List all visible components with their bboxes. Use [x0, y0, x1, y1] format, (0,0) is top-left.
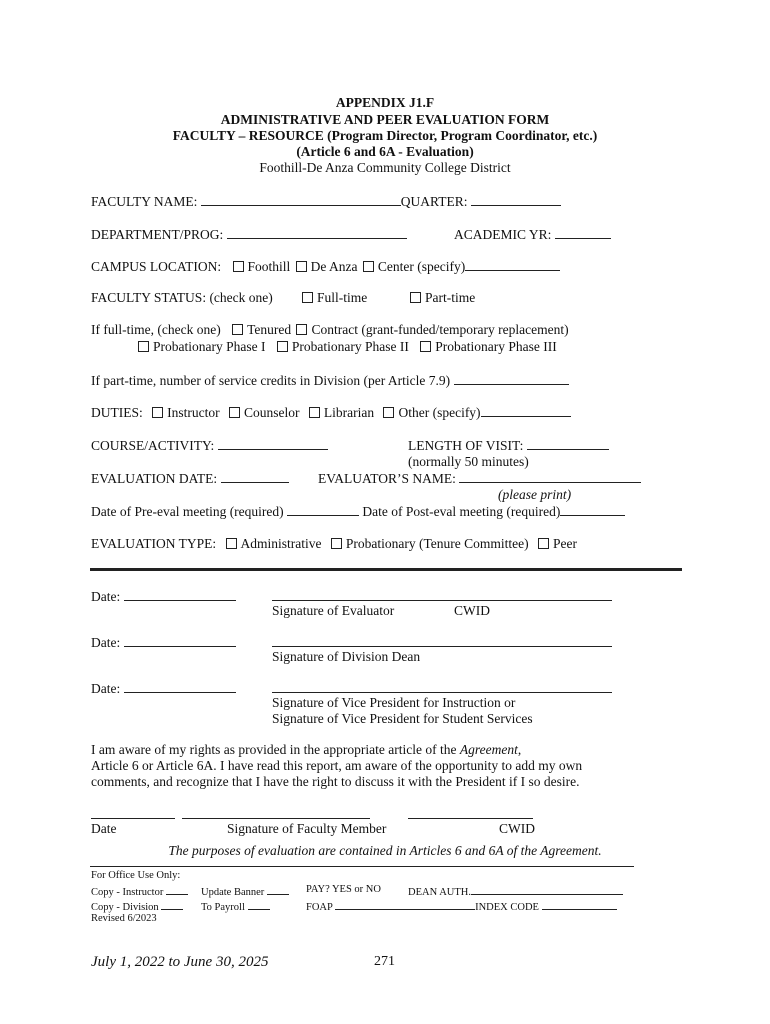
phase-1-label: Probationary Phase I [153, 339, 266, 354]
phase-2-checkbox[interactable] [277, 341, 288, 352]
acknowledgement-line-2: Article 6 or Article 6A. I have read this report, am aware of the opportunity to add my own [91, 758, 583, 773]
acknowledgement-line-1: I am aware of my rights as provided in the appropriate article of the Agreement, [91, 742, 522, 757]
academic-yr-label: ACADEMIC YR: [454, 227, 552, 242]
faculty-name-line[interactable] [201, 193, 401, 206]
contract-period: July 1, 2022 to June 30, 2025 [91, 954, 269, 970]
update-banner-label: Update Banner [201, 887, 265, 898]
campus-location-row [91, 258, 560, 275]
part-time-checkbox[interactable] [410, 292, 421, 303]
vp-date-field[interactable] [91, 680, 236, 697]
academic-yr-line[interactable] [555, 226, 611, 239]
evaluator-date-line[interactable] [124, 588, 236, 601]
other-checkbox[interactable] [383, 407, 394, 418]
dean-auth-field[interactable] [408, 884, 623, 898]
evaluation-type-row [91, 536, 577, 552]
other-specify-line[interactable] [481, 404, 571, 417]
faculty-signature-label: Signature of Faculty Member [227, 821, 387, 836]
center-label: Center (specify) [377, 259, 466, 274]
to-payroll-label: To Payroll [201, 902, 245, 913]
revised-date: Revised 6/2023 [91, 913, 157, 924]
foothill-label: Foothill [247, 259, 291, 274]
copy-instructor-field[interactable] [91, 884, 188, 898]
evaluation-type-label: EVALUATION TYPE: [91, 536, 217, 551]
update-banner-field[interactable] [201, 884, 289, 898]
faculty-cwid-label: CWID [499, 821, 535, 836]
dean-date-line[interactable] [124, 634, 236, 647]
phase-3-checkbox[interactable] [420, 341, 431, 352]
administrative-checkbox[interactable] [226, 538, 237, 549]
signature-of-dean-label: Signature of Division Dean [272, 649, 421, 664]
please-print-note: (please print) [498, 487, 572, 502]
tenured-checkbox[interactable] [232, 324, 243, 335]
evaluation-date-line[interactable] [221, 470, 289, 483]
copy-instructor-line[interactable] [166, 884, 188, 895]
part-time-credits-label: If part-time, number of service credits in Division (per Article 7.9) [91, 373, 451, 388]
course-activity-field[interactable] [91, 437, 328, 454]
quarter-line[interactable] [471, 193, 561, 206]
part-time-credits-line[interactable] [454, 372, 569, 385]
normally-note: (normally 50 minutes) [408, 454, 529, 469]
pay-label: PAY? YES or NO [306, 884, 381, 895]
part-time-label: Part-time [425, 290, 476, 305]
copy-division-label: Copy - Division [91, 902, 159, 913]
evaluator-name-line[interactable] [459, 470, 641, 483]
page-number: 271 [374, 954, 395, 969]
academic-yr-field[interactable] [454, 226, 611, 243]
librarian-label: Librarian [323, 405, 375, 420]
de-anza-label: De Anza [310, 259, 358, 274]
district-name: Foothill-De Anza Community College District [259, 160, 511, 175]
pre-eval-label: Date of Pre-eval meeting (required) [91, 504, 284, 519]
part-time-credits-field[interactable] [91, 372, 569, 389]
course-activity-label: COURSE/ACTIVITY: [91, 438, 215, 453]
foothill-checkbox[interactable] [233, 261, 244, 272]
instructor-label: Instructor [167, 405, 220, 420]
if-full-time-label: If full-time, (check one) [91, 322, 221, 337]
evaluator-name-field[interactable] [318, 470, 641, 487]
full-time-option[interactable] [300, 290, 367, 306]
contract-checkbox[interactable] [296, 324, 307, 335]
faculty-name-field[interactable] [91, 193, 561, 210]
de-anza-checkbox[interactable] [296, 261, 307, 272]
faculty-status-label: FACULTY STATUS: (check one) [91, 290, 273, 305]
to-payroll-field[interactable] [201, 899, 270, 913]
department-line[interactable] [227, 226, 407, 239]
article-reference: (Article 6 and 6A - Evaluation) [296, 144, 474, 159]
date-label: Date: [91, 635, 121, 650]
signature-of-vp-instruction-label: Signature of Vice President for Instruction or [272, 695, 516, 710]
copy-division-field[interactable] [91, 899, 183, 913]
length-of-visit-label: LENGTH OF VISIT: [408, 438, 524, 453]
part-time-option[interactable] [408, 290, 475, 306]
post-eval-label: Date of Post-eval meeting (required) [362, 504, 561, 519]
form-subtitle: FACULTY – RESOURCE (Program Director, Program Coordinator, etc.) [172, 128, 598, 143]
probationary-label: Probationary (Tenure Committee) [345, 536, 529, 551]
probationary-phase-row [136, 339, 557, 355]
office-use-title: For Office Use Only: [91, 870, 181, 881]
evaluator-cwid-label: CWID [454, 603, 490, 618]
index-code-line[interactable] [542, 899, 617, 910]
full-time-label: Full-time [317, 290, 368, 305]
other-label: Other (specify) [398, 405, 481, 420]
duties-row [91, 404, 571, 421]
vp-date-line[interactable] [124, 680, 236, 693]
duties-label: DUTIES: [91, 405, 143, 420]
peer-checkbox[interactable] [538, 538, 549, 549]
full-time-checkbox[interactable] [302, 292, 313, 303]
index-code-label: INDEX CODE [475, 902, 539, 913]
contract-label: Contract (grant-funded/temporary replacement) [311, 322, 569, 337]
signature-of-vp-student-label: Signature of Vice President for Student Services [272, 711, 533, 726]
agreement-term: Agreement [459, 742, 518, 757]
peer-label: Peer [553, 536, 578, 551]
form-title: ADMINISTRATIVE AND PEER EVALUATION FORM [220, 112, 550, 127]
appendix-title: APPENDIX J1.F [335, 95, 435, 110]
center-checkbox[interactable] [363, 261, 374, 272]
evaluator-name-label: EVALUATOR’S NAME: [318, 471, 456, 486]
administrative-label: Administrative [240, 536, 322, 551]
dean-auth-label: DEAN AUTH. [408, 887, 471, 898]
section-divider [90, 568, 682, 571]
department-label: DEPARTMENT/PROG: [91, 227, 224, 242]
counselor-label: Counselor [243, 405, 300, 420]
signature-of-evaluator-label: Signature of Evaluator [272, 603, 395, 618]
pre-eval-line[interactable] [287, 503, 359, 516]
evaluator-date-field[interactable] [91, 588, 236, 605]
meeting-dates-row [91, 503, 625, 520]
office-divider [90, 866, 634, 867]
dean-date-field[interactable] [91, 634, 236, 651]
post-eval-line[interactable] [560, 503, 625, 516]
purposes-note: The purposes of evaluation are contained in Articles 6 and 6A of the Agreement. [168, 843, 602, 858]
librarian-checkbox[interactable] [309, 407, 320, 418]
acknowledgement-line-3: comments, and recognize that I have the right to discuss it with the President if I so desire. [91, 774, 580, 789]
instructor-checkbox[interactable] [152, 407, 163, 418]
foap-field[interactable] [306, 899, 617, 913]
center-specify-line[interactable] [465, 258, 560, 271]
counselor-checkbox[interactable] [229, 407, 240, 418]
date-label: Date: [91, 681, 121, 696]
full-time-type-row [91, 322, 569, 338]
dean-auth-line[interactable] [471, 884, 623, 895]
phase-1-checkbox[interactable] [138, 341, 149, 352]
copy-division-line[interactable] [161, 899, 183, 910]
evaluation-date-label: EVALUATION DATE: [91, 471, 218, 486]
course-activity-line[interactable] [218, 437, 328, 450]
to-payroll-line[interactable] [248, 899, 270, 910]
quarter-label: QUARTER: [400, 194, 468, 209]
phase-2-label: Probationary Phase II [291, 339, 409, 354]
faculty-name-label: FACULTY NAME: [91, 194, 198, 209]
date-label: Date: [91, 589, 121, 604]
length-of-visit-line[interactable] [527, 437, 609, 450]
update-banner-line[interactable] [267, 884, 289, 895]
faculty-date-label: Date [91, 821, 117, 836]
tenured-label: Tenured [247, 322, 292, 337]
copy-instructor-label: Copy - Instructor [91, 887, 164, 898]
department-field[interactable] [91, 226, 407, 243]
length-of-visit-field[interactable] [408, 437, 609, 454]
campus-location-label: CAMPUS LOCATION: [91, 259, 222, 274]
foap-label: FOAP [306, 902, 333, 913]
evaluation-date-field[interactable] [91, 470, 289, 487]
probationary-checkbox[interactable] [331, 538, 342, 549]
foap-line[interactable] [335, 899, 475, 910]
phase-3-label: Probationary Phase III [435, 339, 557, 354]
